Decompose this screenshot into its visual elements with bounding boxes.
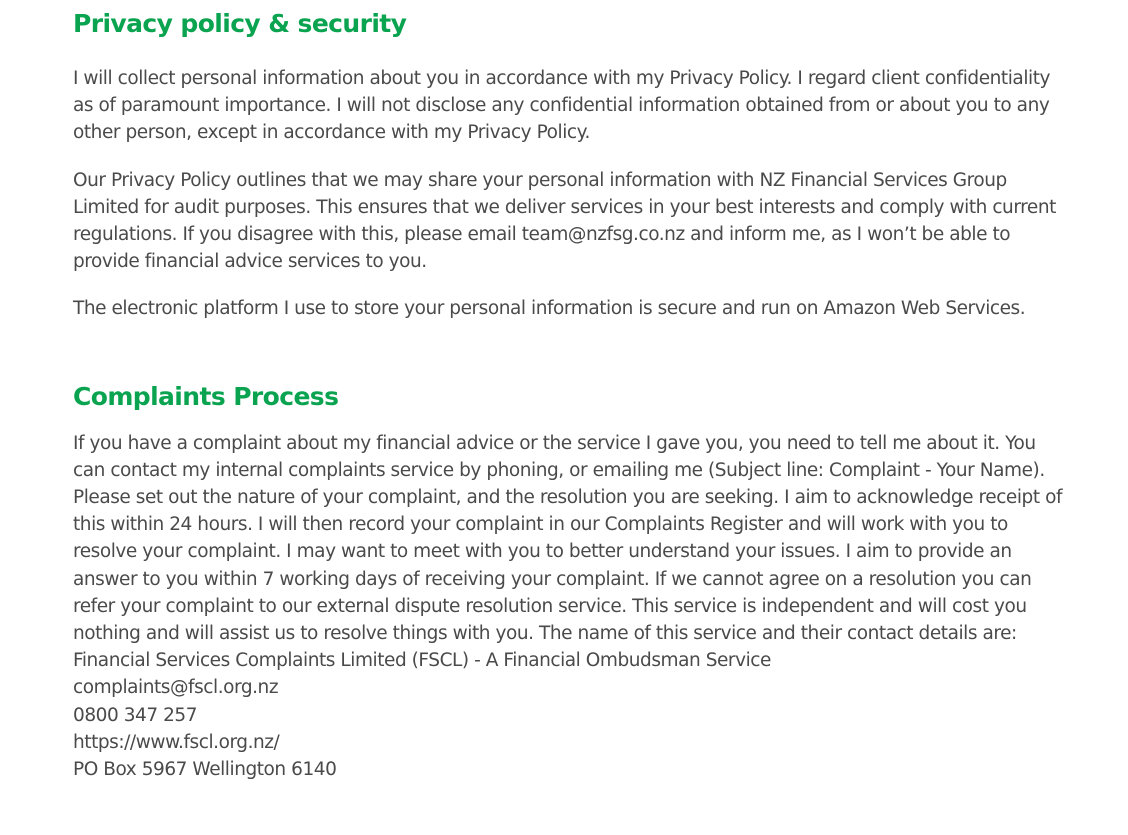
fscl-address: PO Box 5967 Wellington 6140 <box>73 759 337 781</box>
privacy-heading: Privacy policy & security <box>73 9 407 38</box>
complaints-section <box>73 380 1063 784</box>
complaints-description: If you have a complaint about my financial advice or the service I gave you, you need to tell me about it. You can contact my internal complaints service by phoning, or emailing me (Subject line: Complaint - Your Name). Please set out the nature of your complaint, and the resolution you are seeking. I aim to acknowledge receipt of this within 24 hours. I will then record your complaint in our Complaints Register and will work with you to resolve your complaint. I may want to meet with you to better understand your issues. I aim to provide an answer to you within 7 working days of receiving your complaint. If we cannot agree on a resolution you can refer your complaint to our external dispute resolution service. This service is independent and will cost you nothing and will assist us to resolve things with you. The name of this service and their contact details are: <box>73 432 1063 645</box>
complaints-paragraph <box>73 430 1063 784</box>
privacy-section <box>73 7 1063 323</box>
complaints-heading: Complaints Process <box>73 381 339 411</box>
fscl-email: complaints@fscl.org.nz <box>73 677 279 699</box>
fscl-phone: 0800 347 257 <box>73 704 198 726</box>
privacy-paragraph-3: The electronic platform I use to store your personal information is secure and run on Amazon Web Services. <box>73 298 1026 320</box>
privacy-paragraph-2: Our Privacy Policy outlines that we may share your personal information with NZ Financial Services Group Limited for audit purposes. This ensures that we deliver services in your best interests and comply with current regulations. If you disagree with this, please email team@nzfsg.co.nz and inform me, as I won’t be able to provide financial advice services to you. <box>73 169 1056 273</box>
privacy-paragraph-1: I will collect personal information about you in accordance with my Privacy Policy. I regard client confidentiality as of paramount importance. I will not disclose any confidential information obtained from or about you to any other person, except in accordance with my Privacy Policy. <box>73 68 1050 144</box>
fscl-organisation: Financial Services Complaints Limited (FSCL) - A Financial Ombudsman Service <box>73 650 771 672</box>
fscl-website: https://www.fscl.org.nz/ <box>73 731 280 753</box>
page-content <box>73 0 1063 783</box>
